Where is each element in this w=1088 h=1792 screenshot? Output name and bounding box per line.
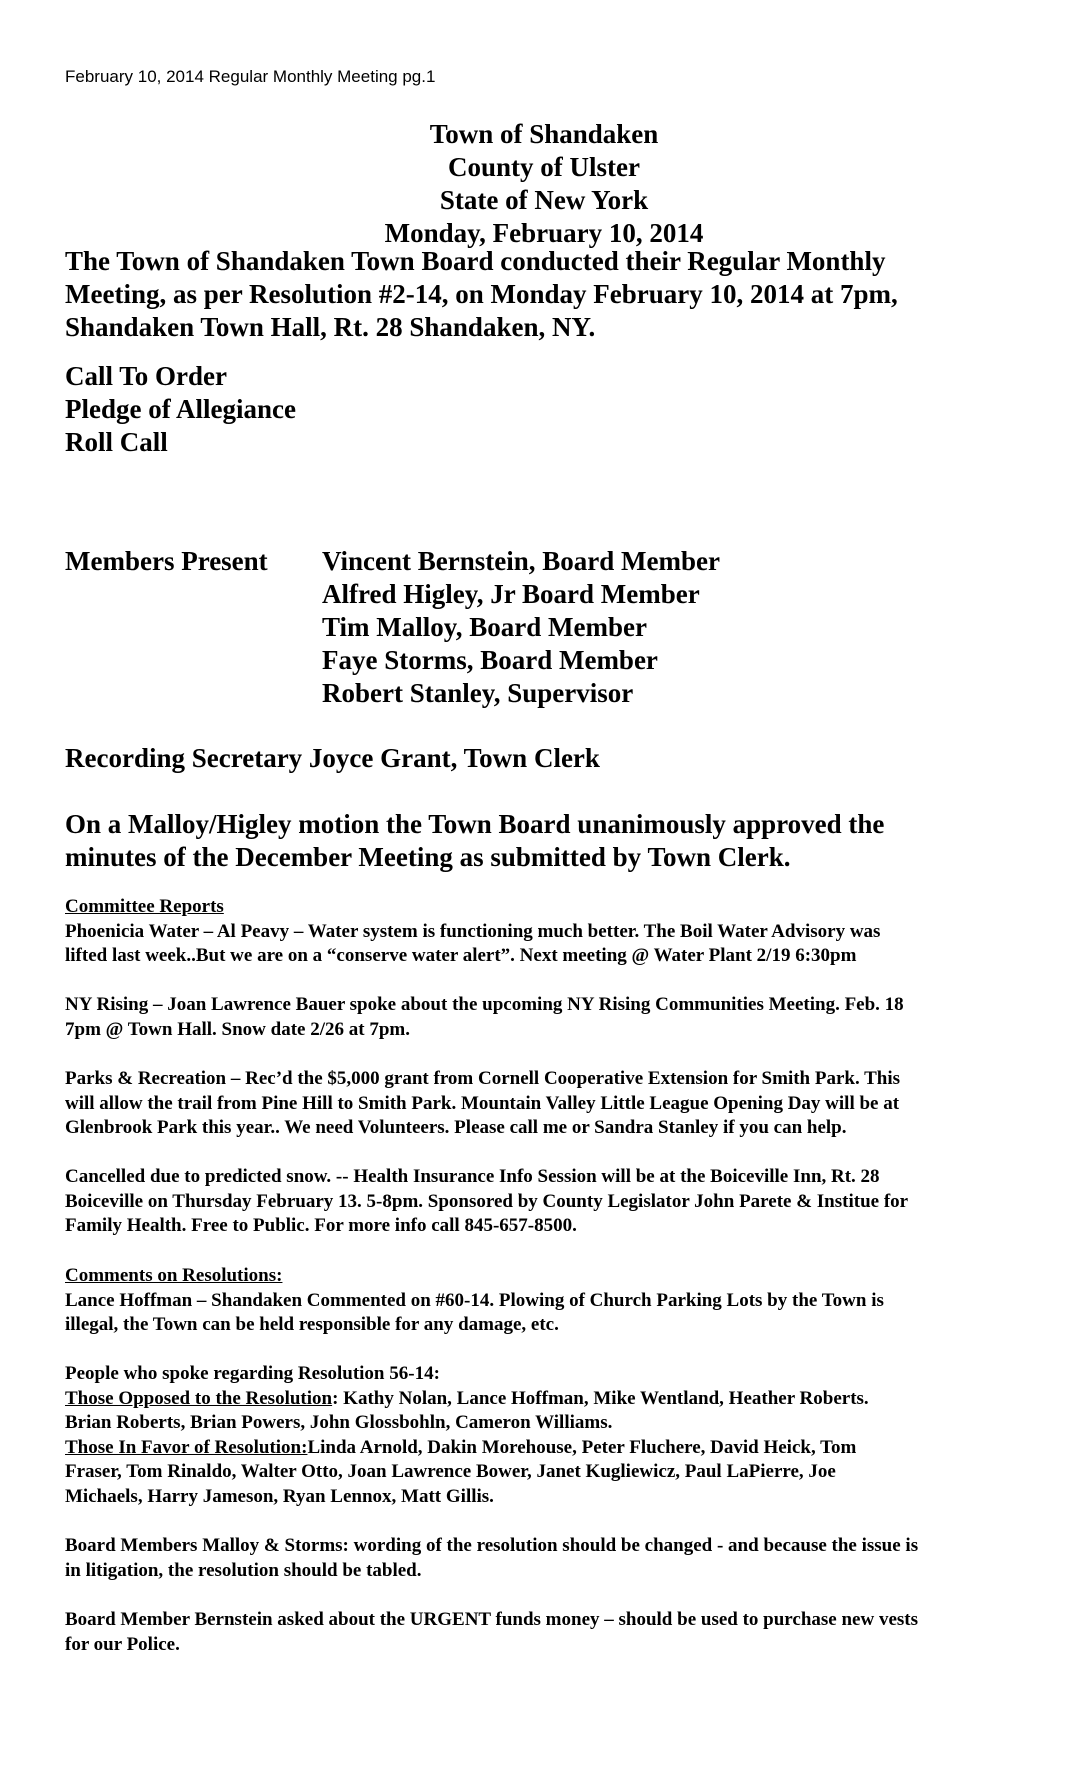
report-line: lifted last week..But we are on a “conserve water alert”. Next meeting @ Water Plant 2/19 6:30pm [65,945,857,966]
running-header: February 10, 2014 Regular Monthly Meeting pg.1 [65,67,436,86]
opposed-names-cont: Brian Roberts, Brian Powers, John Glossbohln, Cameron Williams. [65,1412,613,1433]
report-line: Cancelled due to predicted snow. -- Health Insurance Info Session will be at the Boiceville Inn, Rt. 28 [65,1166,880,1187]
title-block [0,118,1088,250]
malloy-storms-comment [65,1534,1045,1583]
member-item: Alfred Higley, Jr Board Member [322,579,700,609]
comment-line: illegal, the Town can be held responsible for any damage, etc. [65,1314,559,1335]
comment-line: for our Police. [65,1633,180,1655]
minutes-line: On a Malloy/Higley motion the Town Board unanimously approved the [65,809,885,839]
title-county: County of Ulster [448,152,640,182]
comment-line: Lance Hoffman – Shandaken Commented on #60-14. Plowing of Church Parking Lots by the Town is [65,1289,884,1311]
pledge-of-allegiance: Pledge of Allegiance [65,394,296,424]
favor-names-cont: Fraser, Tom Rinaldo, Walter Otto, Joan Lawrence Bower, Janet Kugliewicz, Paul LaPierre, Joe [65,1461,836,1482]
favor-names-cont: Michaels, Harry Jameson, Ryan Lennox, Matt Gillis. [65,1485,494,1507]
title-state: State of New York [439,185,649,215]
report-line: 7pm @ Town Hall. Snow date 2/26 at 7pm. [65,1018,410,1040]
phoenicia-water-report [65,920,1045,969]
report-line: Phoenicia Water – Al Peavy – Water system is functioning much better. The Boil Water Advisory was [65,920,881,942]
comments-heading: Comments on Resolutions: [65,1265,283,1286]
bernstein-comment [65,1608,1045,1657]
report-line: NY Rising – Joan Lawrence Bauer spoke about the upcoming NY Rising Communities Meeting. Feb. 18 [65,994,904,1015]
call-to-order: Call To Order [65,361,228,391]
member-item: Tim Malloy, Board Member [322,612,647,642]
favor-line [65,1436,1045,1461]
comments-on-resolutions-section [65,1264,1045,1338]
intro-line: Meeting, as per Resolution #2-14, on Monday February 10, 2014 at 7pm, [65,279,898,309]
intro-paragraph [65,245,1055,344]
recording-secretary: Recording Secretary Joyce Grant, Town Clerk [65,743,600,773]
parks-recreation-report [65,1067,1045,1141]
ny-rising-report [65,993,1045,1042]
committee-reports-heading: Committee Reports [65,896,224,917]
intro-line: Shandaken Town Hall, Rt. 28 Shandaken, NY. [65,312,596,342]
favor-names: Linda Arnold, Dakin Morehouse, Peter Fluchere, David Heick, Tom [307,1436,857,1458]
report-line: Parks & Recreation – Rec’d the $5,000 grant from Cornell Cooperative Extension for Smith Park. This [65,1068,901,1089]
member-item: Vincent Bernstein, Board Member [322,546,720,576]
title-date: Monday, February 10, 2014 [384,218,704,248]
favor-label: Those In Favor of Resolution: [65,1436,308,1458]
report-line: Boiceville on Thursday February 13. 5-8pm. Sponsored by County Legislator John Parete & Institue for [65,1190,909,1212]
report-line: Family Health. Free to Public. For more info call 845-657-8500. [65,1215,577,1236]
health-insurance-report [65,1165,1045,1239]
member-item: Faye Storms, Board Member [322,645,658,675]
members-present-label: Members Present [65,546,268,576]
roll-call: Roll Call [65,427,168,457]
comment-line: Board Members Malloy & Storms: wording of the resolution should be changed - and because the issue is [65,1535,919,1556]
resolution-56-14-speakers [65,1362,1045,1509]
comment-line: Board Member Bernstein asked about the URGENT funds money – should be used to purchase new vests [65,1609,918,1630]
comment-line: in litigation, the resolution should be tabled. [65,1559,422,1581]
opposed-label: Those Opposed to the Resolution [65,1387,333,1409]
order-of-business [65,360,1055,459]
opposed-line [65,1387,1045,1412]
minutes-line: minutes of the December Meeting as submitted by Town Clerk. [65,842,791,872]
members-list [322,545,720,710]
member-item: Robert Stanley, Supervisor [322,678,634,708]
intro-line: The Town of Shandaken Town Board conducted their Regular Monthly [65,246,886,276]
opposed-names: : Kathy Nolan, Lance Hoffman, Mike Wentland, Heather Roberts. [332,1387,869,1409]
report-line: Glenbrook Park this year.. We need Volunteers. Please call me or Sandra Stanley if you can help. [65,1117,847,1138]
title-town: Town of Shandaken [429,119,659,149]
report-line: will allow the trail from Pine Hill to Smith Park. Mountain Valley Little League Opening Day will be at [65,1092,900,1114]
committee-reports-section [65,895,1045,969]
people-spoke-line: People who spoke regarding Resolution 56-14: [65,1363,440,1384]
minutes-approval [65,808,1055,874]
